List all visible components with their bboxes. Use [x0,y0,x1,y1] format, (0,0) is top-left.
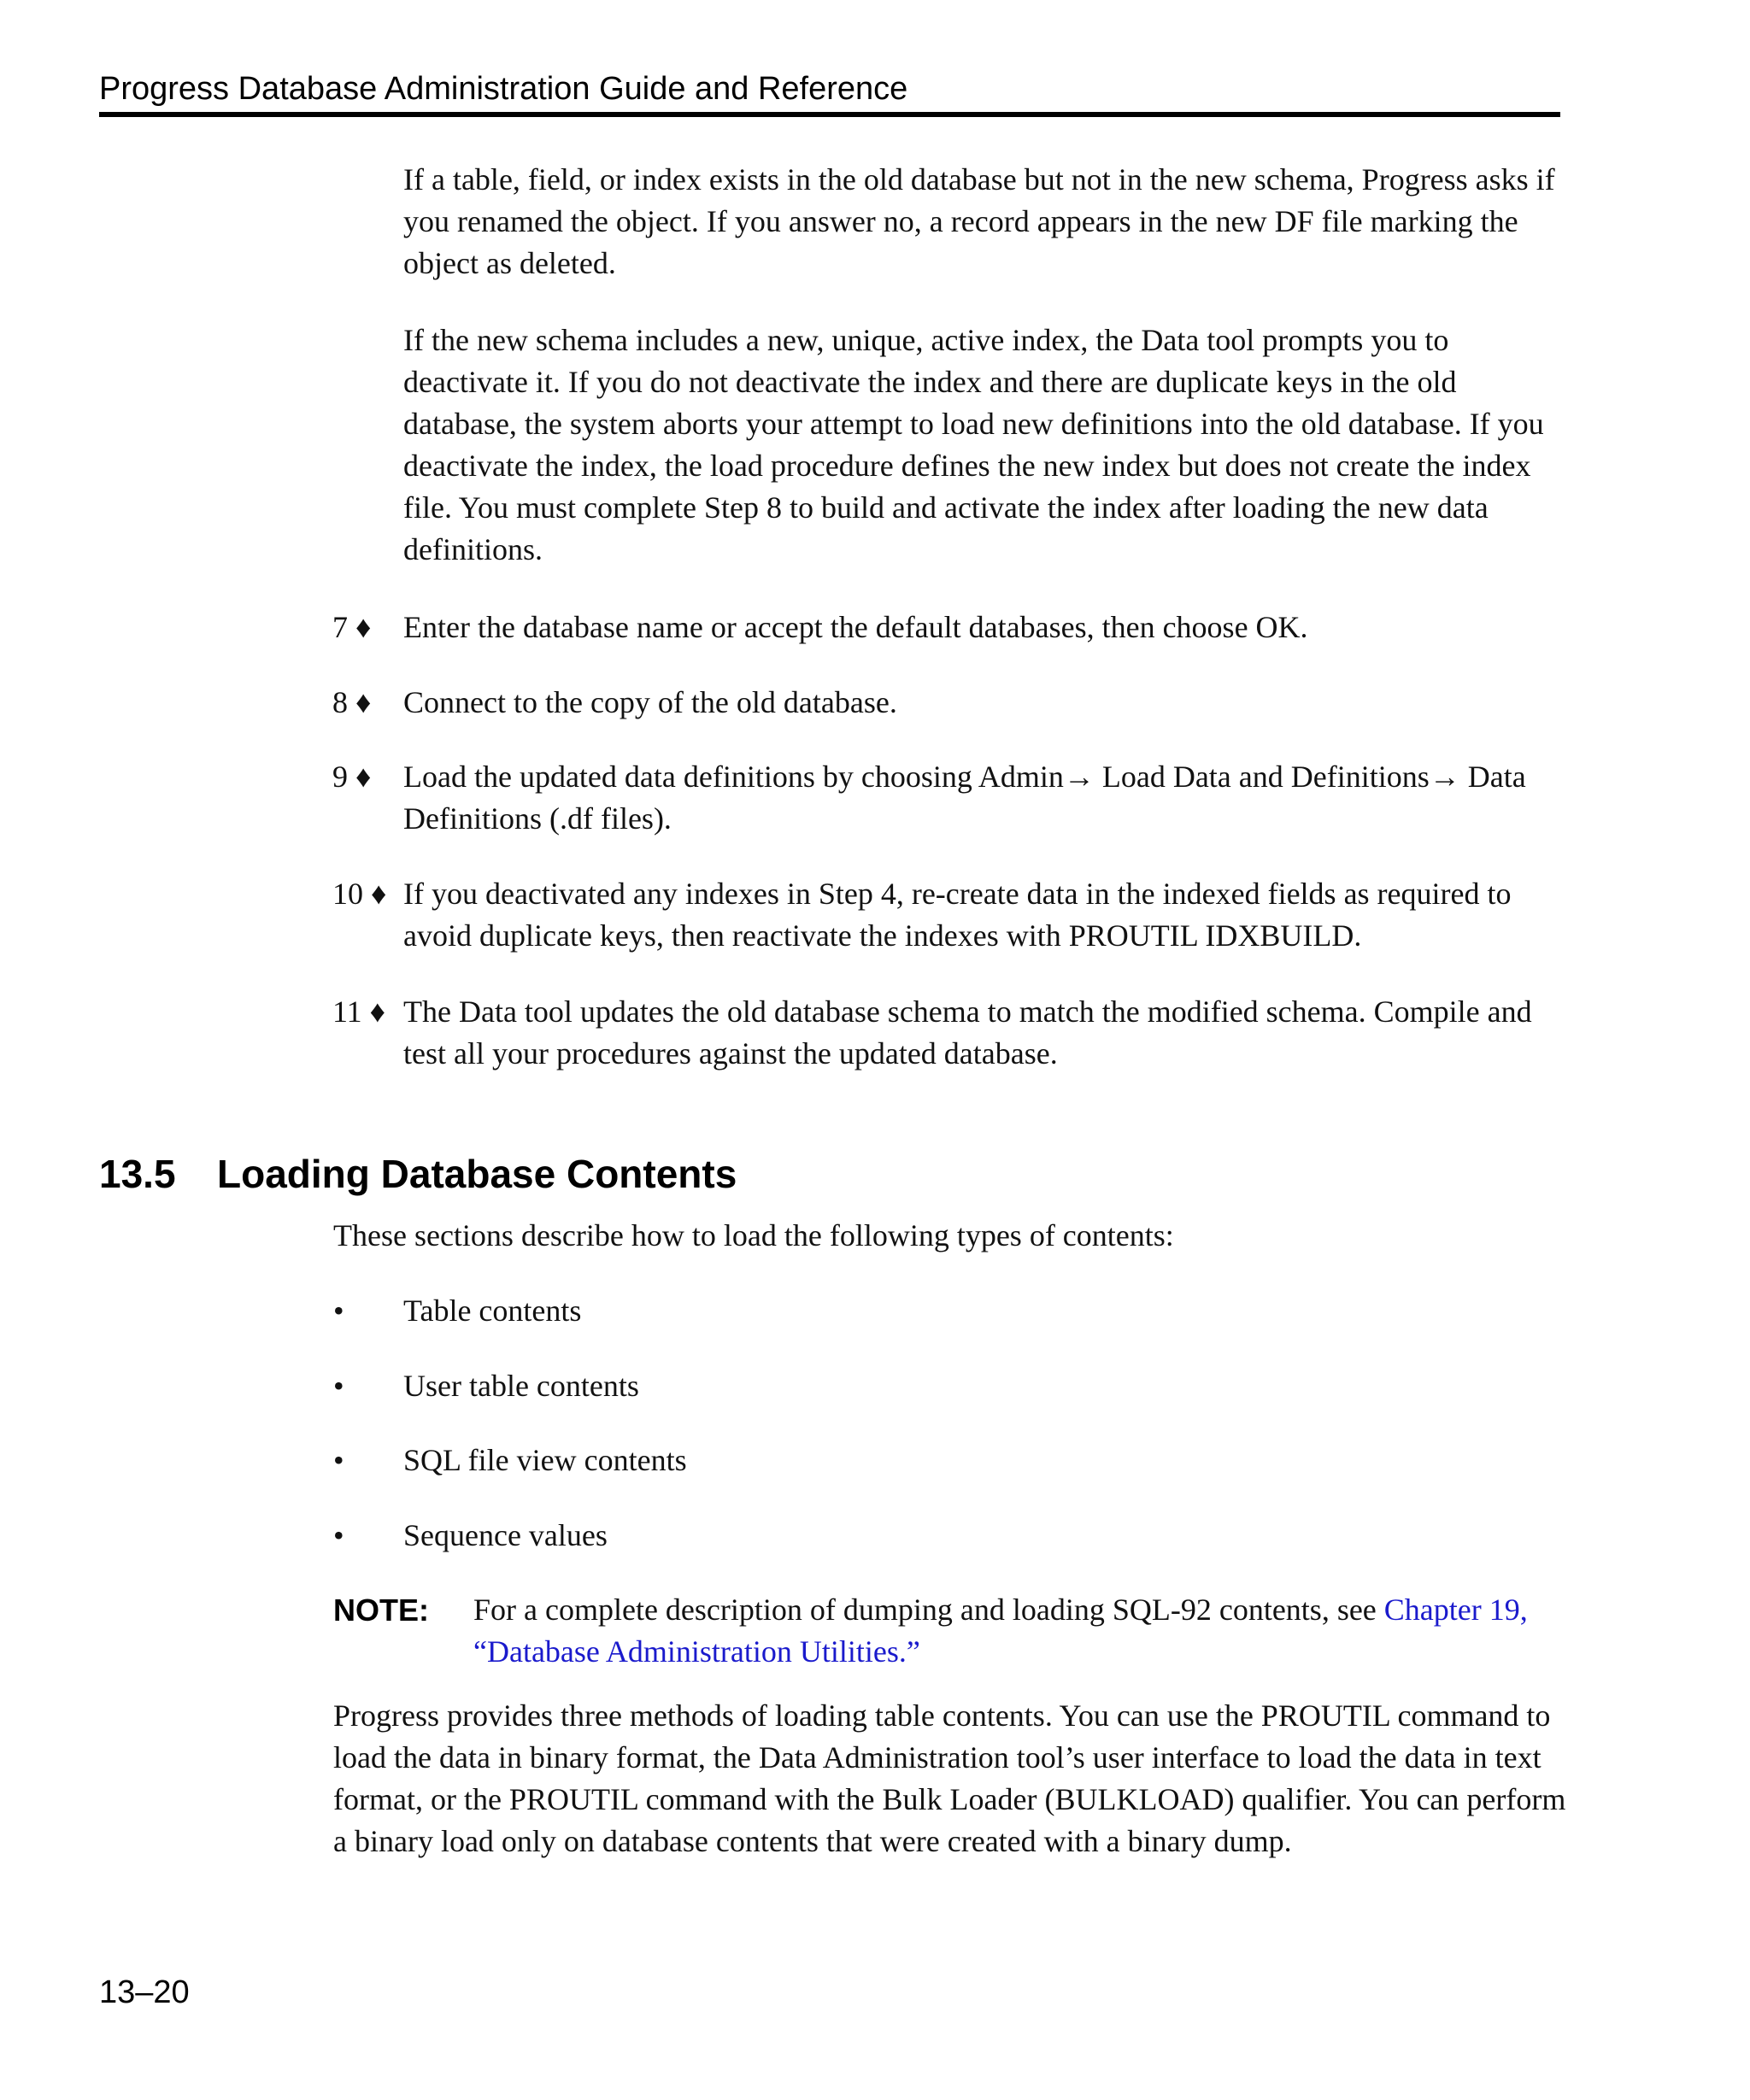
header-rule [99,112,1560,117]
section-intro: These sections describe how to load the following types of contents: [333,1218,1174,1252]
bullet-text: Table contents [403,1293,582,1328]
bullet-icon: • [333,1293,344,1328]
running-header: Progress Database Administration Guide and Reference [99,71,908,107]
page-number: 13–20 [99,1974,190,2010]
section-heading [99,1150,737,1198]
bullet-icon: • [333,1443,344,1477]
note-text [473,1589,1567,1673]
step-number: 9 ♦ [332,760,372,794]
note-body: For a complete description of dumping and loading SQL-92 contents, see [473,1593,1384,1627]
step-text: Load the updated data definitions by choosing Admin→ Load Data and Definitions→ Data Definitions (.df files). [403,760,1526,836]
continuation-paragraph-2: If the new schema includes a new, unique, active index, the Data tool prompts you to deactivate it. If you do not deactivate the index and there are duplicate keys in the old database, the system aborts your attempt to load new definitions into the old database. If you deactivate the index, the load procedure defines the new index but does not create the index file. You must complete Step 8 to build and activate the index after loading the new data definitions. [403,323,1544,566]
continuation-paragraph-1: If a table, field, or index exists in the old database but not in the new schema, Progress asks if you renamed the object. If you answer no, a record appears in the new DF file marking the object as deleted. [403,162,1555,280]
step-number: 8 ♦ [332,685,372,719]
step-number: 11 ♦ [332,994,386,1029]
bullet-text: Sequence values [403,1518,608,1552]
bullet-text: SQL file view contents [403,1443,687,1477]
closing-paragraph: Progress provides three methods of loading table contents. You can use the PROUTIL command to load the data in binary format, the Data Administration tool’s user interface to load the data in text format, or the PROUTIL command with the Bulk Loader (BULKLOAD) qualifier. You can perform a binary load only on database contents that were created with a binary dump. [333,1698,1566,1858]
section-title: Loading Database Contents [217,1152,737,1196]
step-text: Connect to the copy of the old database. [403,685,897,719]
bullet-text: User table contents [403,1369,639,1403]
chapter-19-link[interactable]: Chapter 19, “Database Administration Utilities.” [473,1593,1528,1669]
step-text: The Data tool updates the old database schema to match the modified schema. Compile and test all your procedures against the updated database. [403,994,1532,1071]
step-number: 7 ♦ [332,610,372,644]
bullet-icon: • [333,1369,344,1403]
step-number: 10 ♦ [332,877,387,911]
note-label: NOTE: [333,1593,429,1628]
step-text: If you deactivated any indexes in Step 4, re-create data in the indexed fields as required to avoid duplicate keys, then reactivate the indexes with PROUTIL IDXBUILD. [403,877,1512,953]
step-text: Enter the database name or accept the default databases, then choose OK. [403,610,1308,644]
bullet-icon: • [333,1518,344,1552]
section-number: 13.5 [99,1152,176,1196]
